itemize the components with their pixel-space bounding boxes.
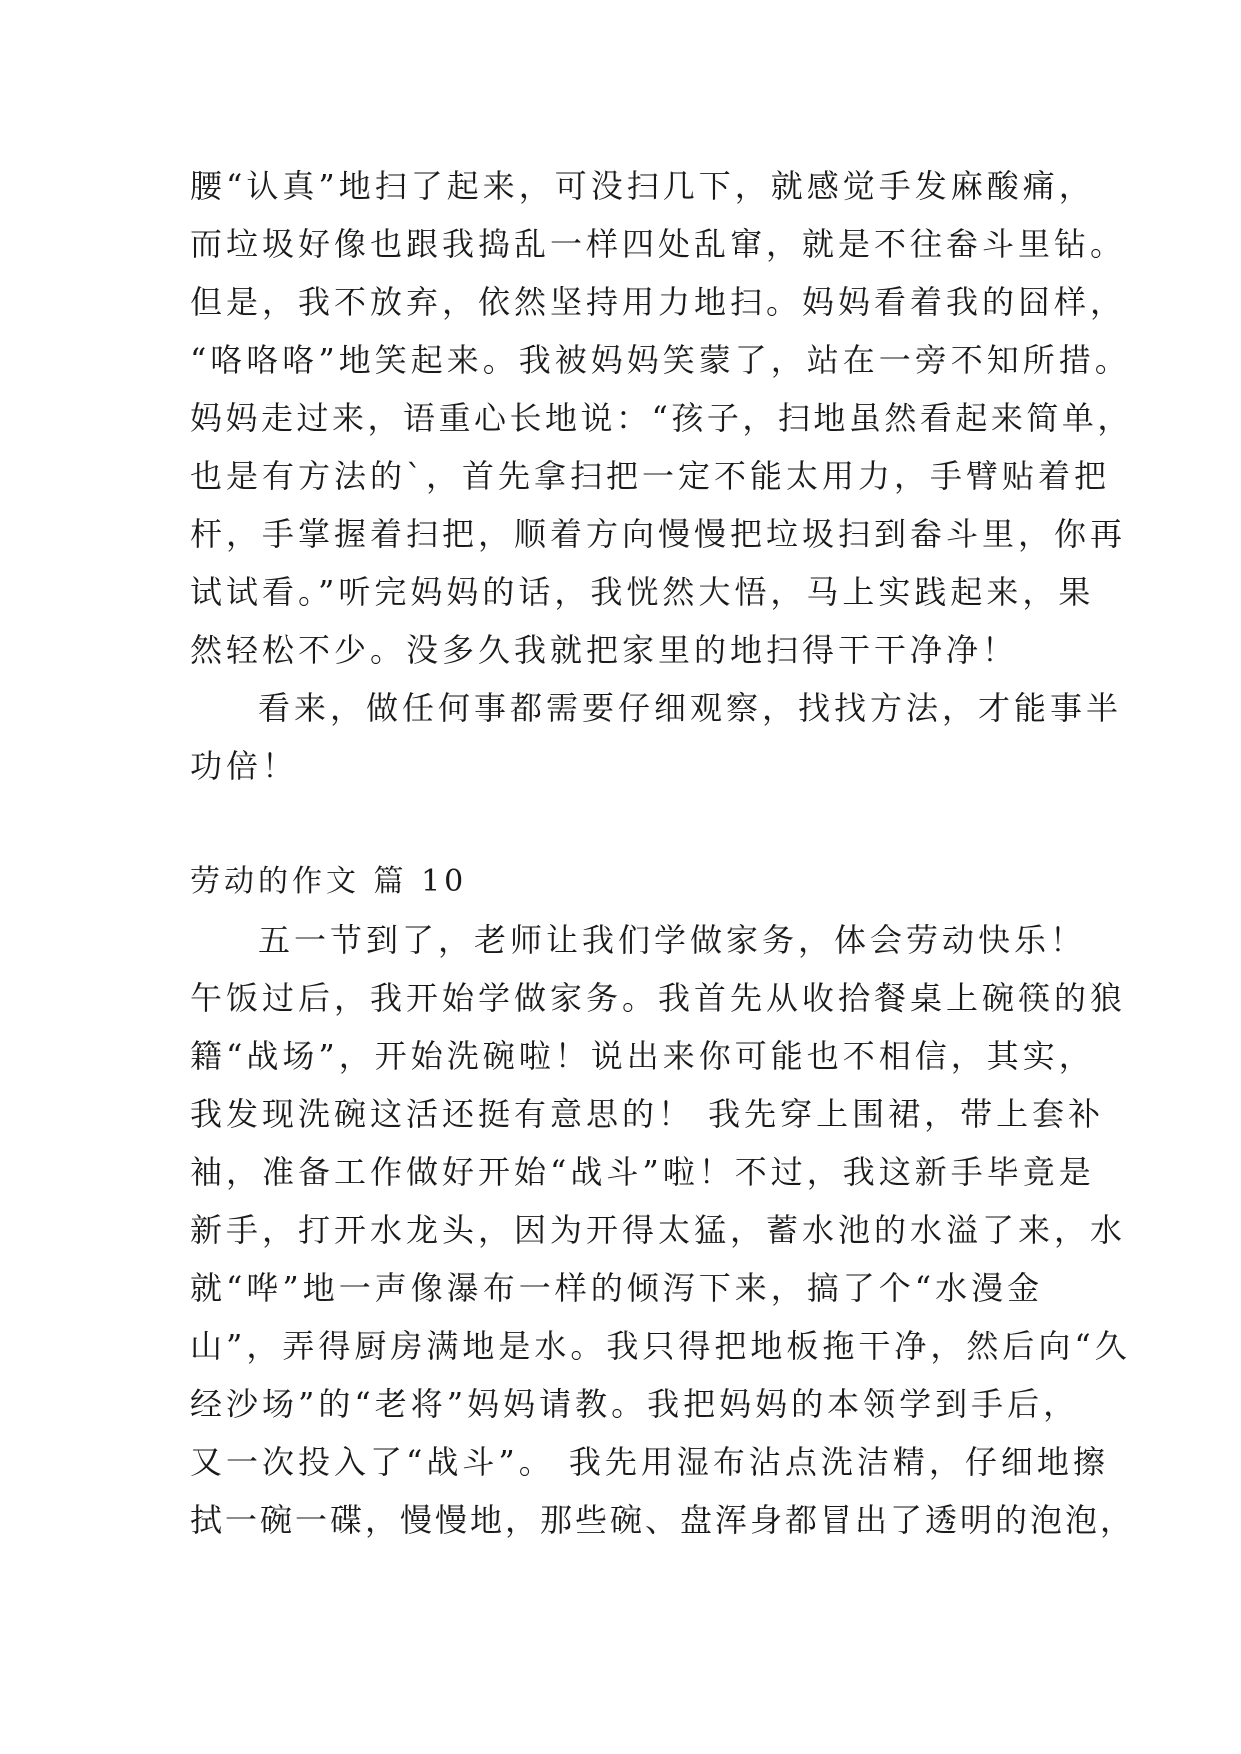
paragraph-1-line-1: 腰“认真”地扫了起来，可没扫几下，就感觉手发麻酸痛， bbox=[190, 167, 1095, 205]
paragraph-3-line-5: 袖，准备工作做好开始“战斗”啦！不过，我这新手毕竟是 bbox=[190, 1153, 1095, 1191]
paragraph-3-line-8: 山”，弄得厨房满地是水。我只得把地板拖干净，然后向“久 bbox=[190, 1327, 1131, 1365]
paragraph-1-line-8: 试试看。”听完妈妈的话，我恍然大悟，马上实践起来，果 bbox=[190, 573, 1095, 611]
section-heading: 劳动的作文 篇 10 bbox=[190, 864, 468, 899]
paragraph-3-line-10: 又一次投入了“战斗”。 我先用湿布沾点洗洁精，仔细地擦 bbox=[190, 1443, 1109, 1481]
paragraph-3-line-1: 五一节到了，老师让我们学做家务，体会劳动快乐！ bbox=[258, 921, 1087, 959]
paragraph-3-line-3: 籍“战场”，开始洗碗啦！说出来你可能也不相信，其实， bbox=[190, 1037, 1095, 1075]
paragraph-3-line-4: 我发现洗碗这活还挺有意思的！ 我先穿上围裙，带上套补 bbox=[190, 1095, 1105, 1133]
paragraph-1-line-6: 也是有方法的`，首先拿扫把一定不能太用力，手臂贴着把 bbox=[190, 457, 1111, 495]
paragraph-1-line-9: 然轻松不少。没多久我就把家里的地扫得干干净净！ bbox=[190, 631, 1019, 669]
paragraph-3-line-2: 午饭过后，我开始学做家务。我首先从收拾餐桌上碗筷的狼 bbox=[190, 979, 1127, 1017]
paragraph-1-line-7: 杆，手掌握着扫把，顺着方向慢慢把垃圾扫到畚斗里，你再 bbox=[190, 515, 1127, 553]
paragraph-2-line-2: 功倍！ bbox=[190, 747, 299, 785]
paragraph-3-line-9: 经沙场”的“老将”妈妈请教。我把妈妈的本领学到手后， bbox=[190, 1385, 1080, 1423]
paragraph-2-line-1: 看来，做任何事都需要仔细观察，找找方法，才能事半 bbox=[258, 689, 1123, 727]
paragraph-3-line-11: 拭一碗一碟，慢慢地，那些碗、盘浑身都冒出了透明的泡泡， bbox=[190, 1501, 1136, 1539]
paragraph-1-line-5: 妈妈走过来，语重心长地说：“孩子，扫地虽然看起来简单， bbox=[190, 399, 1133, 437]
paragraph-1-line-4: “咯咯咯”地笑起来。我被妈妈笑蒙了，站在一旁不知所措。 bbox=[190, 341, 1131, 379]
paragraph-1-line-2: 而垃圾好像也跟我捣乱一样四处乱窜，就是不往畚斗里钻。 bbox=[190, 225, 1127, 263]
paragraph-3-line-6: 新手，打开水龙头，因为开得太猛，蓄水池的水溢了来，水 bbox=[190, 1211, 1127, 1249]
paragraph-1-line-3: 但是，我不放弃，依然坚持用力地扫。妈妈看着我的囧样， bbox=[190, 283, 1127, 321]
paragraph-3-line-7: 就“哗”地一声像瀑布一样的倾泻下来，搞了个“水漫金 bbox=[190, 1269, 1044, 1307]
